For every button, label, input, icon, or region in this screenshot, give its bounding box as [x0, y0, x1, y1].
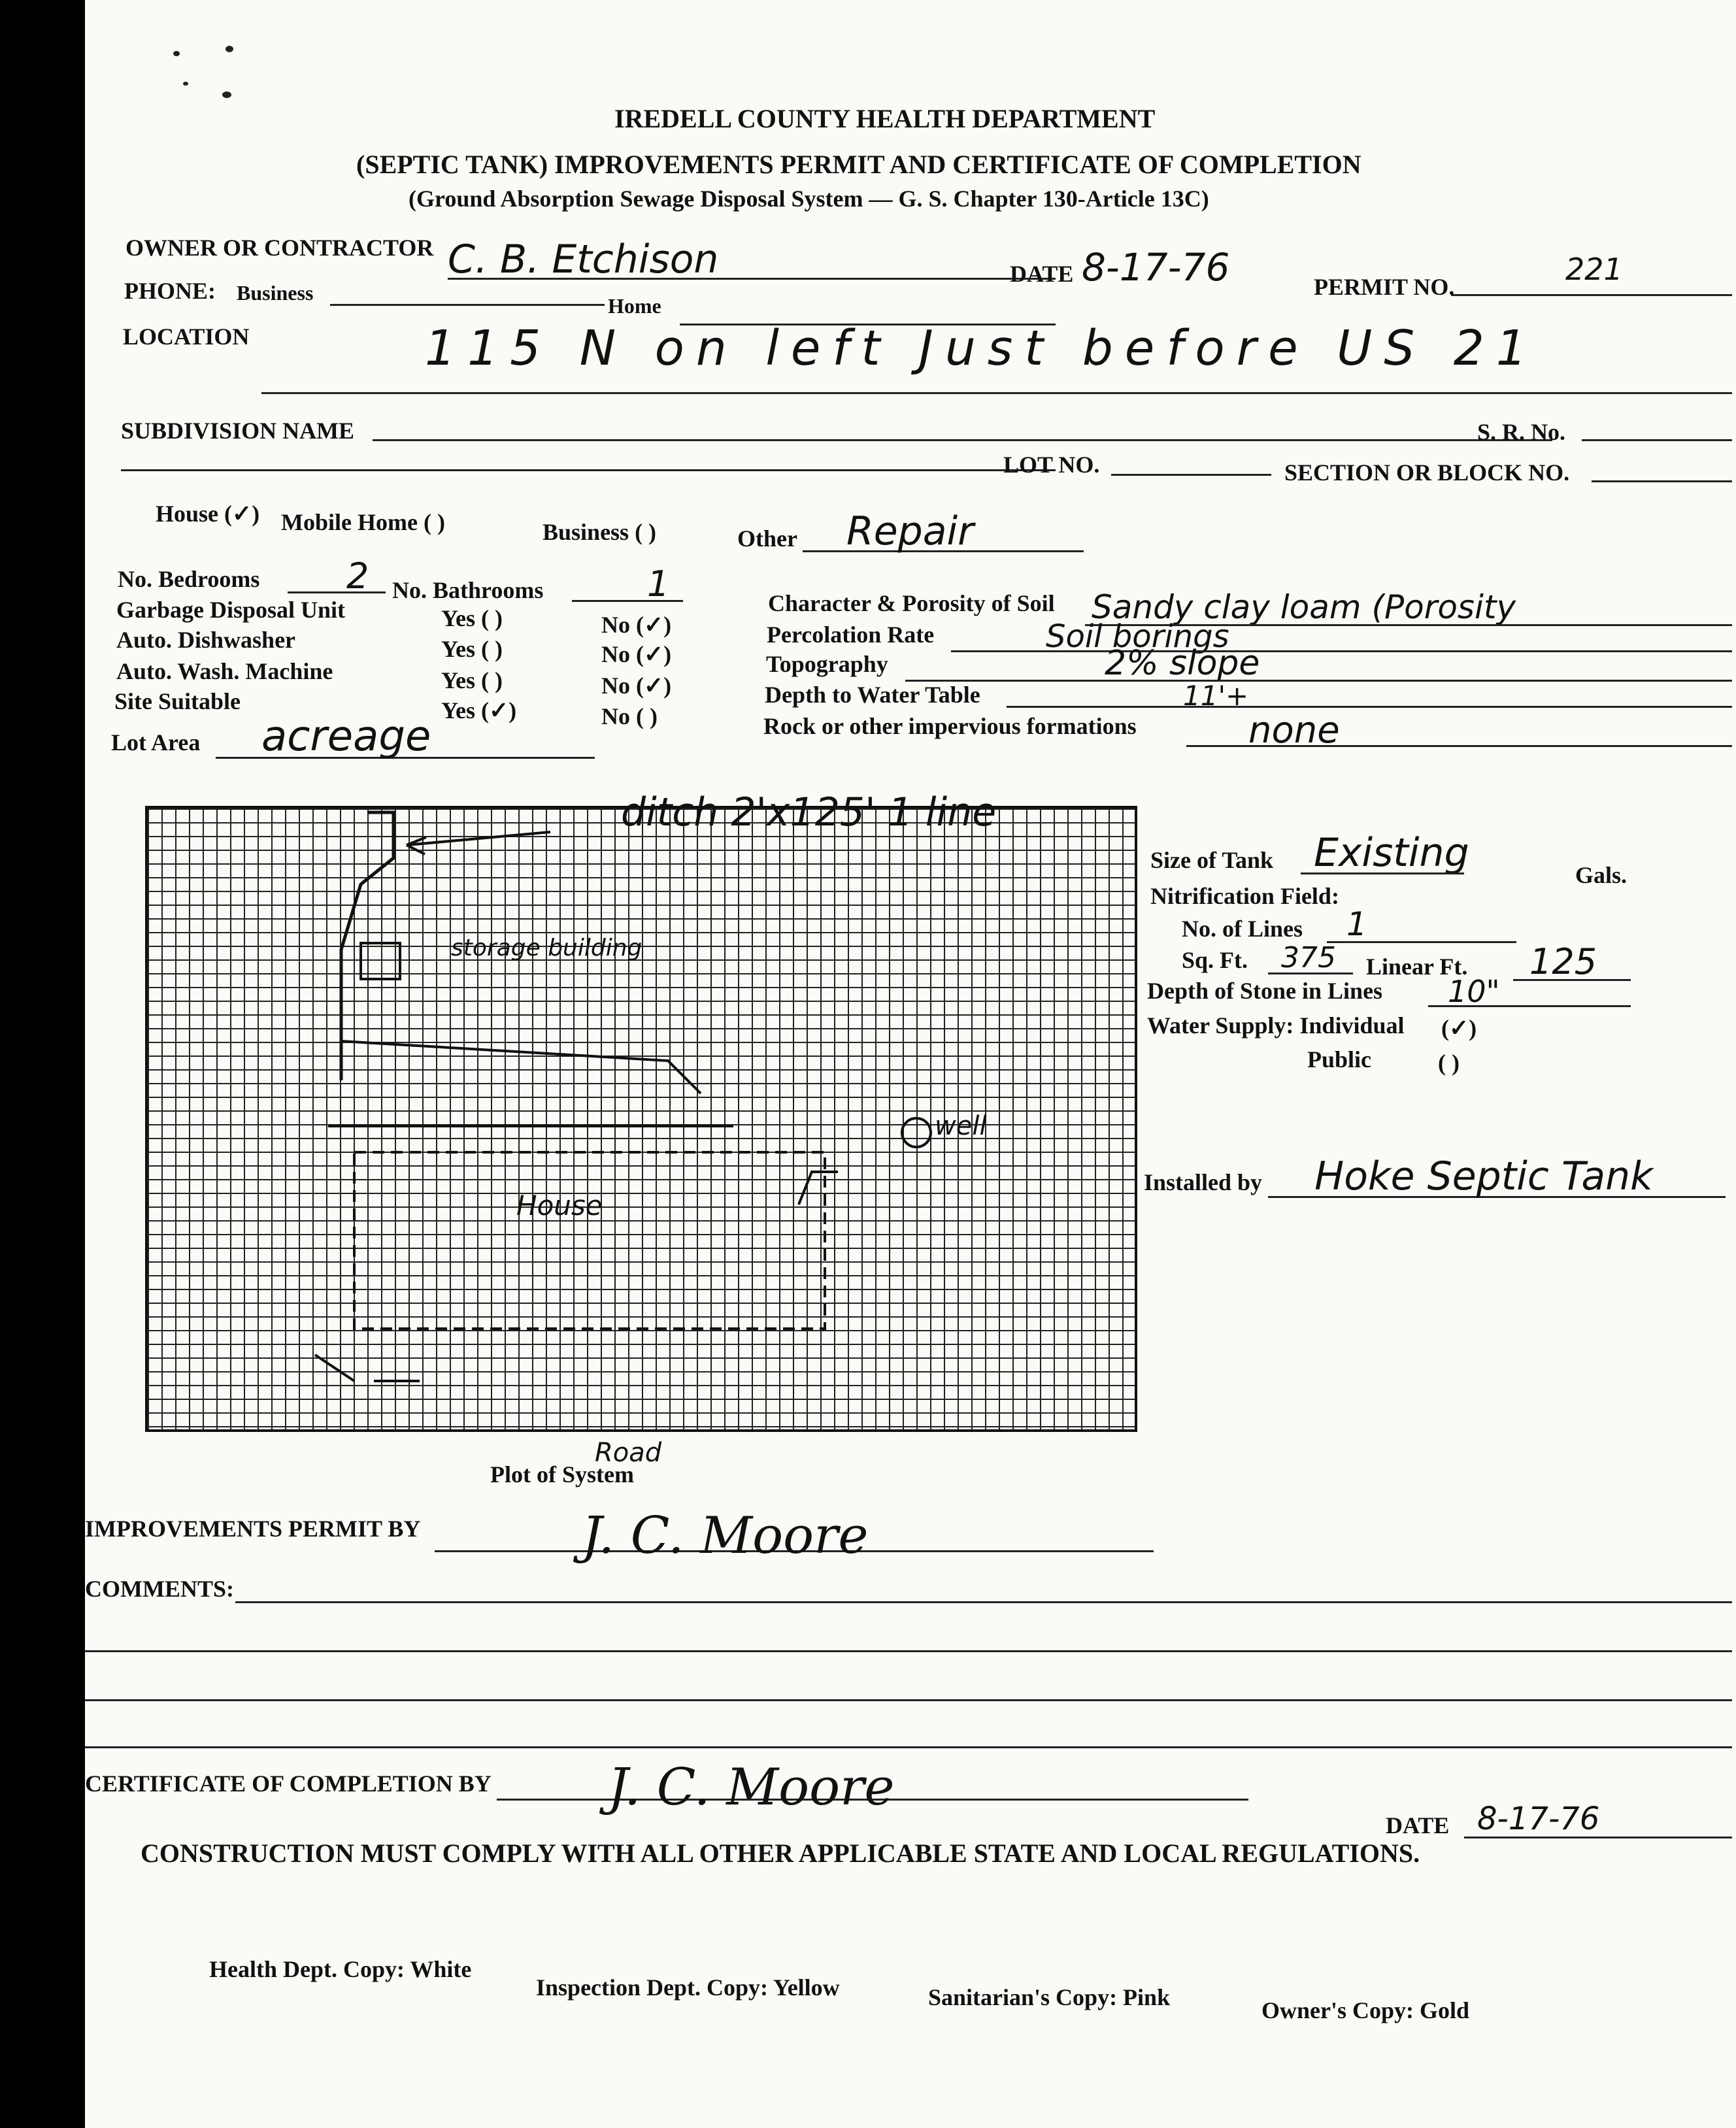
- location-value: 115 N on left Just before US 21: [425, 320, 1539, 376]
- date-value: 8-17-76: [1082, 245, 1230, 290]
- stone-depth-line: [1428, 1005, 1631, 1007]
- comments-label: COMMENTS:: [85, 1576, 234, 1602]
- lot-no-line: [1111, 474, 1271, 476]
- public-label: Public: [1307, 1046, 1372, 1072]
- site-suitable-label: Site Suitable: [114, 688, 241, 714]
- other-value: Repair: [846, 508, 974, 554]
- permit-no-label: PERMIT NO.: [1314, 274, 1455, 300]
- location-label: LOCATION: [123, 324, 250, 350]
- bedrooms-line: [288, 591, 386, 593]
- wash-machine-no: No (✓): [601, 673, 672, 699]
- tank-size-label: Size of Tank: [1150, 847, 1274, 873]
- business-option: Business ( ): [542, 519, 657, 545]
- lot-no-label: LOT NO.: [1003, 452, 1100, 478]
- business-phone-label: Business: [237, 281, 314, 305]
- garbage-yes: Yes ( ): [441, 605, 503, 631]
- wash-machine-yes: Yes ( ): [441, 667, 503, 693]
- tank-size-value: Existing: [1314, 830, 1469, 876]
- topography-label: Topography: [766, 651, 888, 677]
- dishwasher-label: Auto. Dishwasher: [116, 627, 296, 653]
- other-label: Other: [737, 525, 797, 552]
- bathrooms-value: 1: [647, 563, 670, 605]
- section-label: SECTION OR BLOCK NO.: [1284, 459, 1570, 486]
- comments-line-1: [235, 1601, 1732, 1603]
- water-supply-label: Water Supply: Individual: [1147, 1012, 1405, 1039]
- permit-no-value: 221: [1565, 252, 1623, 287]
- bedrooms-value: 2: [346, 556, 369, 597]
- lot-prefix-line: [121, 469, 1056, 471]
- wash-machine-label: Auto. Wash. Machine: [116, 658, 333, 684]
- phone-label: PHONE:: [124, 278, 216, 304]
- permit-by-label: IMPROVEMENTS PERMIT BY: [85, 1516, 421, 1542]
- certificate-signature: J. C. Moore: [608, 1758, 895, 1817]
- sr-no-line: [1582, 439, 1732, 441]
- certificate-date-value: 8-17-76: [1477, 1801, 1600, 1837]
- rock-line: [1186, 745, 1732, 747]
- tank-size-line: [1301, 873, 1464, 874]
- subdivision-label: SUBDIVISION NAME: [121, 418, 355, 444]
- bathrooms-label: No. Bathrooms: [392, 577, 544, 603]
- mobile-home-option: Mobile Home ( ): [281, 509, 445, 535]
- certificate-label: CERTIFICATE OF COMPLETION BY: [85, 1771, 492, 1797]
- plot-caption: Plot of System: [490, 1461, 634, 1488]
- scan-speck: [173, 51, 180, 56]
- department-heading: IREDELL COUNTY HEALTH DEPARTMENT: [614, 104, 1156, 133]
- public-mark: ( ): [1438, 1050, 1460, 1076]
- lines-label: No. of Lines: [1182, 916, 1303, 942]
- gals-label: Gals.: [1575, 862, 1628, 888]
- lot-area-label: Lot Area: [111, 729, 201, 756]
- water-table-line: [1007, 706, 1732, 708]
- form-title: (SEPTIC TANK) IMPROVEMENTS PERMIT AND CERTIFICATE OF COMPLETION: [356, 150, 1361, 179]
- subdivision-line: [373, 439, 1552, 441]
- linear-ft-value: 125: [1529, 941, 1597, 982]
- garbage-no: No (✓): [601, 612, 672, 638]
- installed-by-label: Installed by: [1144, 1169, 1263, 1195]
- scan-speck: [225, 46, 233, 52]
- permit-by-signature: J. C. Moore: [582, 1506, 869, 1565]
- water-table-label: Depth to Water Table: [765, 682, 980, 708]
- lines-line: [1327, 941, 1516, 943]
- plot-label-house: House: [516, 1189, 603, 1222]
- site-suitable-yes: Yes (✓): [441, 697, 517, 723]
- topography-line: [905, 680, 1732, 682]
- perc-rate-line: [951, 650, 1732, 652]
- comments-line-2: [85, 1650, 1732, 1652]
- soil-character-label: Character & Porosity of Soil: [768, 590, 1055, 616]
- nitrification-label: Nitrification Field:: [1150, 883, 1339, 909]
- business-phone-line: [330, 304, 605, 306]
- sr-no-label: S. R. No.: [1477, 419, 1566, 445]
- perc-rate-value: Soil borings: [1046, 618, 1229, 655]
- compliance-notice: CONSTRUCTION MUST COMPLY WITH ALL OTHER APPLICABLE STATE AND LOCAL REGULATIONS.: [141, 1838, 1420, 1868]
- scan-speck: [183, 82, 188, 86]
- garbage-disposal-label: Garbage Disposal Unit: [116, 597, 346, 623]
- copy-owner: Owner's Copy: Gold: [1261, 1997, 1470, 2023]
- topography-value: 2% slope: [1105, 644, 1260, 683]
- copy-inspection: Inspection Dept. Copy: Yellow: [536, 1974, 840, 2001]
- rock-value: none: [1248, 709, 1340, 752]
- bedrooms-label: No. Bedrooms: [118, 566, 260, 592]
- sqft-label: Sq. Ft.: [1182, 947, 1248, 973]
- form-subtitle: (Ground Absorption Sewage Disposal System — G. S. Chapter 130-Article 13C): [409, 186, 1209, 212]
- home-phone-label: Home: [608, 294, 661, 318]
- date-label: DATE: [1010, 261, 1074, 287]
- scan-speck: [222, 91, 231, 98]
- copy-sanitarian: Sanitarian's Copy: Pink: [928, 1984, 1171, 2010]
- dishwasher-no: No (✓): [601, 641, 672, 667]
- rock-label: Rock or other impervious formations: [763, 713, 1137, 739]
- location-line: [261, 392, 1732, 394]
- dishwasher-yes: Yes ( ): [441, 636, 503, 662]
- sqft-line: [1268, 973, 1353, 974]
- linear-ft-label: Linear Ft.: [1366, 954, 1468, 980]
- lot-area-value: acreage: [261, 712, 431, 761]
- site-suitable-no: No ( ): [601, 703, 658, 729]
- plot-label-well: well: [935, 1111, 987, 1141]
- lines-value: 1: [1346, 905, 1367, 943]
- installed-by-value: Hoke Septic Tank: [1314, 1154, 1653, 1199]
- certificate-date-label: DATE: [1386, 1812, 1450, 1838]
- sqft-value: 375: [1281, 941, 1336, 974]
- copy-health: Health Dept. Copy: White: [209, 1956, 472, 1982]
- permit-no-line: [1451, 294, 1732, 296]
- comments-line-4: [85, 1746, 1732, 1748]
- comments-line-3: [85, 1699, 1732, 1701]
- section-line: [1592, 480, 1732, 482]
- permit-form: [85, 0, 1736, 2128]
- water-table-value: 11'+: [1183, 680, 1249, 712]
- stone-depth-value: 10": [1448, 974, 1500, 1009]
- water-individual-mark: (✓): [1441, 1015, 1477, 1041]
- house-option: House (✓): [156, 501, 260, 527]
- linear-ft-line: [1513, 979, 1631, 981]
- soil-character-value: Sandy clay loam (Porosity: [1092, 588, 1516, 626]
- owner-value: C. B. Etchison: [448, 237, 719, 282]
- plot-label-road: Road: [595, 1438, 662, 1468]
- stone-depth-label: Depth of Stone in Lines: [1147, 978, 1383, 1004]
- plot-sketch: [145, 806, 1139, 1433]
- perc-rate-label: Percolation Rate: [767, 622, 935, 648]
- owner-label: OWNER OR CONTRACTOR: [125, 235, 434, 261]
- plot-annotation-ditch: ditch 2'x125' 1 line: [621, 790, 997, 835]
- plot-label-storage: storage building: [451, 935, 643, 961]
